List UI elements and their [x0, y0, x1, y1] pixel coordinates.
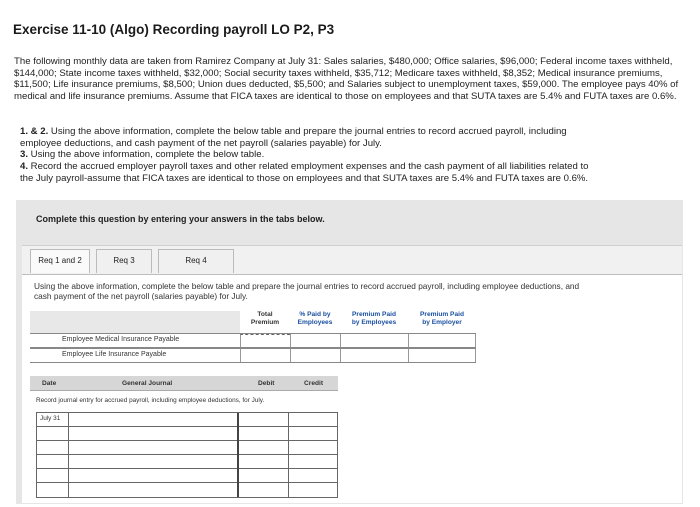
complete-instruction: Complete this question by entering your answers in the tabs below. — [36, 214, 325, 224]
journal-credit-input[interactable] — [289, 455, 337, 469]
journal-row — [37, 441, 337, 455]
tab-bar — [22, 245, 682, 275]
journal-account-input[interactable] — [69, 469, 239, 483]
pct-paid-input[interactable] — [290, 334, 340, 347]
journal-account-input[interactable] — [69, 483, 239, 497]
journal-date-select[interactable] — [37, 427, 69, 441]
journal-account-input[interactable] — [69, 455, 239, 469]
header-pct-paid-employees: % Paid by Employees — [290, 311, 340, 333]
journal-header-credit: Credit — [304, 380, 324, 387]
req-line: 1. & 2. Using the above information, complete the below table and prepare the journal entries to record accrued payroll, including — [20, 126, 567, 137]
journal-row — [37, 413, 337, 427]
req-line: 4. Record the accrued employer payroll taxes and other related employment expenses and the cash payment of all liabilities related to — [20, 161, 589, 173]
journal-header-debit: Debit — [258, 380, 275, 387]
problem-paragraph: The following monthly data are taken from Ramirez Company at July 31: Sales salaries, $480,000; Office salaries, $96,000; Federal income taxes withheld, $144,000; State income taxes withheld, $32,000; Social security taxes withheld, $35,712; Medicare taxes withheld, $8,352; Medical insurance premiums, $11,500; Life insurance premiums, $8,500; Union dues deducted, $5,500; and Salaries subject to unemployment taxes, $59,000. The employee pays 40% of medical and life insurance premiums. Assume that FICA taxes are identical to those on employees and that SUTA taxes are 5.4% and FUTA taxes are 0.6%. — [14, 56, 679, 103]
tab-req-1-and-2[interactable]: Req 1 and 2 — [30, 249, 90, 273]
journal-credit-input[interactable] — [289, 469, 337, 483]
tab-req-4[interactable]: Req 4 — [158, 249, 234, 273]
paid-by-employees-input[interactable] — [340, 349, 408, 362]
journal-row — [37, 469, 337, 483]
journal-date-select[interactable] — [37, 441, 69, 455]
page-title: Exercise 11-10 (Algo) Recording payroll LO P2, P3 — [13, 22, 335, 37]
req-line: 3. Using the above information, complete the below table. — [20, 149, 265, 161]
header-total-premium: Total Premium — [240, 311, 290, 333]
journal-debit-input[interactable] — [239, 455, 289, 469]
paid-by-employees-input[interactable] — [340, 334, 408, 347]
journal-debit-input[interactable] — [239, 483, 289, 497]
journal-date-select[interactable] — [37, 483, 69, 497]
journal-row — [37, 483, 337, 497]
journal-header — [30, 376, 338, 391]
journal-debit-input[interactable] — [239, 441, 289, 455]
journal-credit-input[interactable] — [289, 441, 337, 455]
journal-row — [37, 455, 337, 469]
journal-header-date: Date — [42, 380, 57, 387]
row-label: Employee Life Insurance Payable — [62, 351, 167, 358]
journal-credit-input[interactable] — [289, 427, 337, 441]
total-premium-input[interactable] — [240, 349, 290, 362]
header-premium-paid-employees: Premium Paid by Employees — [340, 311, 408, 333]
pct-paid-input[interactable] — [290, 349, 340, 362]
journal-debit-input[interactable] — [239, 427, 289, 441]
journal-date-select[interactable] — [37, 469, 69, 483]
journal-credit-input[interactable] — [289, 483, 337, 497]
journal-entry-table — [36, 412, 338, 498]
paid-by-employer-input[interactable] — [408, 349, 476, 362]
req-line: the July payroll-assume that FICA taxes are identical to those on employees and that SUTA taxes are 5.4% and FUTA taxes are 0.6%. — [20, 172, 589, 184]
journal-account-input[interactable] — [69, 427, 239, 441]
requirements-list — [20, 126, 685, 185]
journal-credit-input[interactable] — [289, 413, 337, 427]
journal-date-select[interactable] — [37, 455, 69, 469]
journal-header-general-journal: General Journal — [122, 380, 173, 387]
table-row — [30, 333, 476, 348]
tab-req-3[interactable]: Req 3 — [96, 249, 152, 273]
journal-debit-input[interactable] — [239, 413, 289, 427]
journal-account-input[interactable] — [69, 441, 239, 455]
journal-date-select[interactable]: July 31 — [37, 413, 69, 427]
table-header-blank — [30, 311, 240, 333]
paid-by-employer-input[interactable] — [408, 334, 476, 347]
journal-note: Record journal entry for accrued payroll, including employee deductions, for July. — [36, 397, 265, 404]
header-premium-paid-employer: Premium Paid by Employer — [408, 311, 476, 333]
total-premium-input[interactable] — [240, 334, 290, 347]
req-line: employee deductions, and cash payment of the net payroll (salaries payable) for July. — [20, 137, 382, 149]
journal-account-input[interactable] — [69, 413, 239, 427]
journal-debit-input[interactable] — [239, 469, 289, 483]
row-label: Employee Medical Insurance Payable — [62, 336, 180, 343]
tab-instruction: Using the above information, complete the below table and prepare the journal entries to record accrued payroll, including employee deductions, and cash payment of the net payroll (salaries payable) for July. — [34, 281, 580, 301]
journal-row — [37, 427, 337, 441]
table-row — [30, 348, 476, 363]
